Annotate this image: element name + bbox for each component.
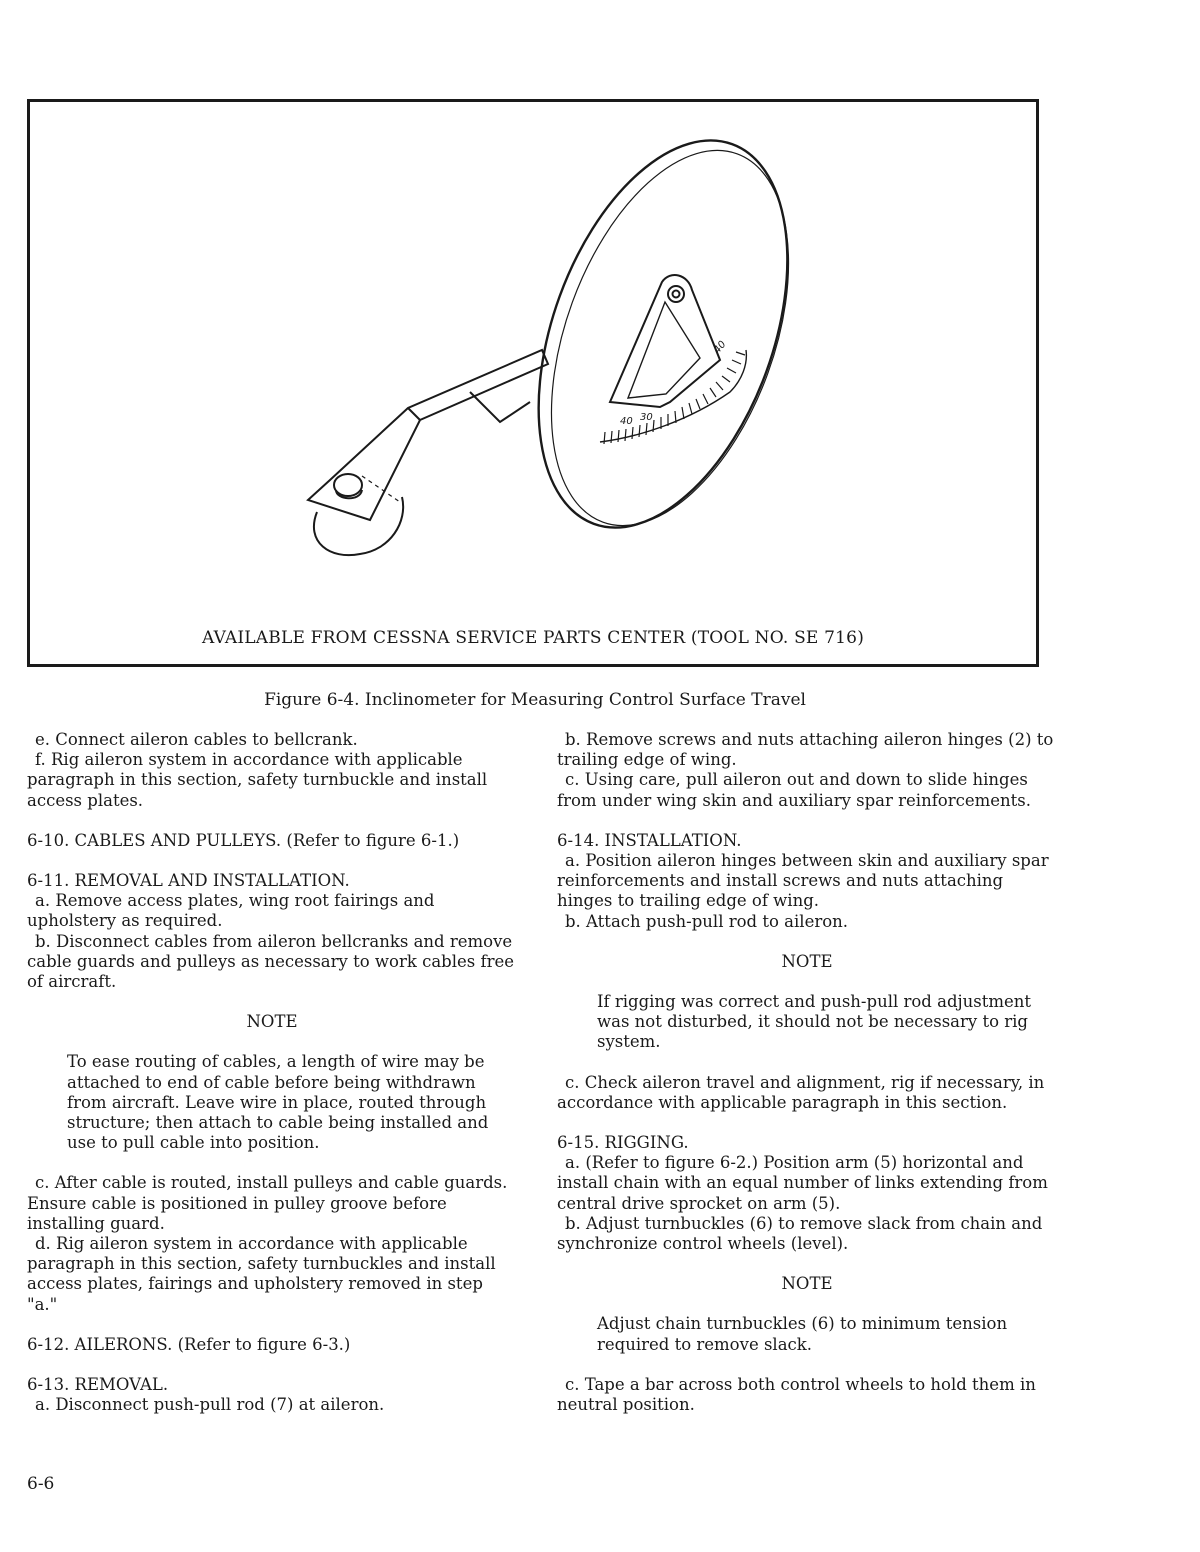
step-d: d. Rig aileron system in accordance with applicable paragraph in this section, safety turnbuckles and install access plates, fairings and upholstery removed in step "a.": [27, 1234, 496, 1314]
rigging-step-a: a. (Refer to figure 6-2.) Position arm (5) horizontal and install chain with an equal number of links extending from central drive sprocket on arm (5).: [557, 1153, 1048, 1213]
step-e: e. Connect aileron cables to bellcrank.: [35, 730, 358, 749]
heading-6-11: 6-11. REMOVAL AND INSTALLATION.: [27, 871, 350, 891]
note-title-2: NOTE: [781, 1274, 833, 1294]
inclinometer-arm: [308, 350, 548, 520]
scale-label-40-high: 40: [711, 339, 729, 356]
step-f: f. Rig aileron system in accordance with applicable paragraph in this section, safety turnbuckle and install access plates.: [27, 750, 488, 810]
note-title-1: NOTE: [781, 951, 833, 971]
scale-label-30: 30: [640, 412, 653, 423]
heading-6-13: 6-13. REMOVAL.: [27, 1375, 169, 1395]
step-a: a. Remove access plates, wing root fairings and upholstery as required.: [27, 891, 435, 931]
right-column: [557, 730, 1057, 1415]
left-column: [27, 730, 517, 1415]
heading-6-10: 6-10. CABLES AND PULLEYS. (Refer to figure 6-1.): [27, 830, 460, 850]
note-title: NOTE: [246, 1012, 298, 1032]
install-step-a: a. Position aileron hinges between skin and auxiliary spar reinforcements and install screws and nuts attaching hinges to trailing edge of wing.: [557, 851, 1049, 911]
heading-6-12: 6-12. AILERONS. (Refer to figure 6-3.): [27, 1334, 351, 1354]
figure-frame: [27, 99, 1039, 667]
removal-step-b: b. Remove screws and nuts attaching aileron hinges (2) to trailing edge of wing.: [557, 730, 1054, 770]
inclinometer-disc: [491, 107, 836, 562]
step-c: c. After cable is routed, install pulleys and cable guards. Ensure cable is positioned in pulley groove before installing guard.: [27, 1173, 508, 1233]
page-number: 6-6: [27, 1474, 55, 1494]
scale-label-40-low: 40: [620, 416, 633, 427]
figure-caption: Figure 6-4. Inclinometer for Measuring Control Surface Travel: [264, 690, 806, 710]
note-body-2: Adjust chain turnbuckles (6) to minimum tension required to remove slack.: [597, 1314, 1008, 1354]
inclinometer-knob: [334, 474, 362, 496]
inclinometer-scale: [600, 350, 746, 444]
note-body: To ease routing of cables, a length of wire may be attached to end of cable before being withdrawn from aircraft. Leave wire in place, routed through structure; then attach to cable being installed and use to pull cable into position.: [67, 1052, 489, 1153]
removal-step-c: c. Using care, pull aileron out and down to slide hinges from under wing skin and auxiliary spar reinforcements.: [557, 770, 1032, 810]
install-step-b: b. Attach push-pull rod to aileron.: [565, 911, 849, 931]
inclinometer-illustration: [30, 102, 1036, 664]
step-b: b. Disconnect cables from aileron bellcranks and remove cable guards and pulleys as necessary to work cables free of aircraft.: [27, 931, 515, 992]
tool-availability-note: AVAILABLE FROM CESSNA SERVICE PARTS CENTER (TOOL NO. SE 716): [201, 628, 865, 648]
rigging-step-c: c. Tape a bar across both control wheels to hold them in neutral position.: [557, 1374, 1036, 1415]
heading-6-15: 6-15. RIGGING.: [557, 1133, 689, 1153]
rigging-step-b: b. Adjust turnbuckles (6) to remove slack from chain and synchronize control wheels (level).: [557, 1213, 1043, 1254]
install-step-c: c. Check aileron travel and alignment, rig if necessary, in accordance with applicable paragraph in this section.: [557, 1072, 1045, 1112]
removal-step-a: a. Disconnect push-pull rod (7) at aileron.: [35, 1395, 385, 1415]
inclinometer-pointer: [610, 275, 720, 407]
note-body-1: If rigging was correct and push-pull rod adjustment was not disturbed, it should not be necessary to rig system.: [597, 992, 1032, 1052]
heading-6-14: 6-14. INSTALLATION.: [557, 830, 742, 850]
